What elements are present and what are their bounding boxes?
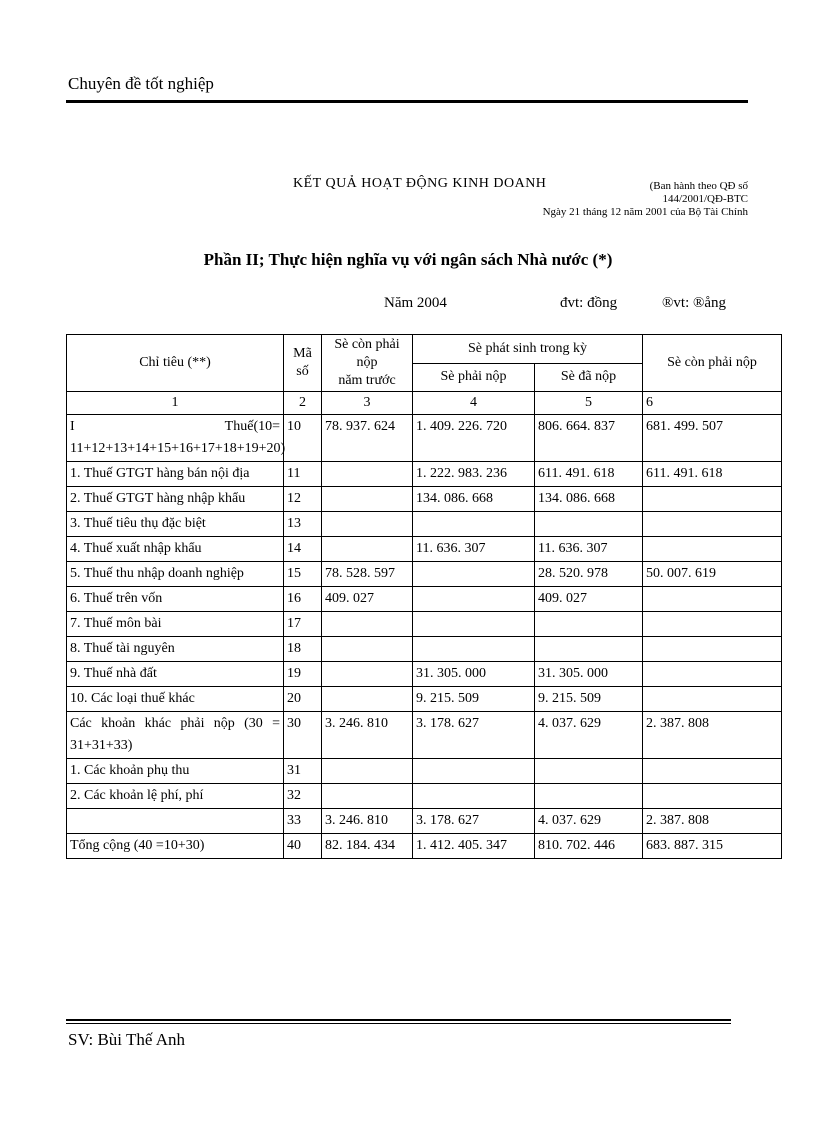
column-number-row (67, 392, 782, 415)
currency-unit: đvt: đồng (560, 295, 618, 311)
table-row (67, 537, 782, 562)
row-remaining: 611. 491. 618 (643, 462, 782, 487)
row-paid: 611. 491. 618 (535, 462, 643, 487)
row-prev-year: 78. 528. 597 (322, 562, 413, 587)
row-prev-year (322, 687, 413, 712)
row-code: 17 (284, 612, 322, 637)
row-prev-year: 409. 027 (322, 587, 413, 612)
row-paid (535, 612, 643, 637)
row-label: 2. Thuế GTGT hàng nhập khẩu (67, 487, 284, 512)
row-prev-year (322, 537, 413, 562)
table-row (67, 562, 782, 587)
row-prev-year (322, 759, 413, 784)
row-prev-year: 82. 184. 434 (322, 834, 413, 859)
row-payable: 3. 178. 627 (413, 809, 535, 834)
row-payable (413, 784, 535, 809)
row-paid: 4. 037. 629 (535, 712, 643, 759)
header-divider (66, 100, 748, 103)
row-label: 6. Thuế trên vốn (67, 587, 284, 612)
row-paid (535, 759, 643, 784)
row-label: 10. Các loại thuế khác (67, 687, 284, 712)
header-paid: Sè đã nộp (535, 363, 643, 392)
row-paid: 810. 702. 446 (535, 834, 643, 859)
row-payable (413, 562, 535, 587)
row-label (67, 809, 284, 834)
decree-line: Ngày 21 tháng 12 năm 2001 của Bộ Tài Chính (542, 206, 748, 218)
footer-divider-thin (66, 1023, 731, 1024)
row-payable (413, 759, 535, 784)
row-code: 20 (284, 687, 322, 712)
row-prev-year: 78. 937. 624 (322, 415, 413, 462)
row-code: 12 (284, 487, 322, 512)
row-prev-year (322, 462, 413, 487)
row-paid: 31. 305. 000 (535, 662, 643, 687)
header-prev-year-line: Sè còn phải nộp (334, 337, 400, 370)
col-number: 4 (413, 392, 535, 415)
row-label: 1. Các khoản phụ thu (67, 759, 284, 784)
row-paid: 11. 636. 307 (535, 537, 643, 562)
table-row (67, 637, 782, 662)
row-label: 5. Thuế thu nhập doanh nghiệp (67, 562, 284, 587)
page-header-title: Chuyên đề tốt nghiệp (68, 74, 214, 93)
row-remaining: 681. 499. 507 (643, 415, 782, 462)
header-payable: Sè phải nộp (413, 363, 535, 392)
footer-student: SV: Bùi Thế Anh (68, 1030, 185, 1049)
row-code: 32 (284, 784, 322, 809)
row-prev-year (322, 662, 413, 687)
table-row (67, 662, 782, 687)
table-row (67, 462, 782, 487)
row-code: 40 (284, 834, 322, 859)
row-label: 1. Thuế GTGT hàng bán nội địa (67, 462, 284, 487)
row-label: 2. Các khoản lệ phí, phí (67, 784, 284, 809)
table-row (67, 784, 782, 809)
row-payable: 11. 636. 307 (413, 537, 535, 562)
table-row (67, 512, 782, 537)
decree-line: 144/2001/QĐ-BTC (662, 193, 748, 205)
row-code: 33 (284, 809, 322, 834)
row-label: 4. Thuế xuất nhập khẩu (67, 537, 284, 562)
row-code: 18 (284, 637, 322, 662)
header-remaining: Sè còn phải nộp (643, 335, 782, 392)
row-remaining: 2. 387. 808 (643, 712, 782, 759)
row-code: 10 (284, 415, 322, 462)
row-prev-year (322, 512, 413, 537)
table-row (67, 612, 782, 637)
header-chi-tieu: Chỉ tiêu (**) (67, 335, 284, 392)
row-paid (535, 784, 643, 809)
row-paid: 409. 027 (535, 587, 643, 612)
row-code: 16 (284, 587, 322, 612)
row-remaining: 683. 887. 315 (643, 834, 782, 859)
row-payable (413, 587, 535, 612)
row-code: 13 (284, 512, 322, 537)
row-payable: 31. 305. 000 (413, 662, 535, 687)
row-payable: 3. 178. 627 (413, 712, 535, 759)
row-remaining (643, 687, 782, 712)
row-label: 7. Thuế môn bài (67, 612, 284, 637)
row-payable: 1. 409. 226. 720 (413, 415, 535, 462)
row-label: Tổng cộng (40 =10+30) (67, 834, 284, 859)
header-period: Sè phát sinh trong kỳ (413, 335, 643, 364)
row-code: 31 (284, 759, 322, 784)
decree-line: (Ban hành theo QĐ số (649, 180, 748, 192)
header-ma-so-line: Mã (293, 346, 312, 361)
row-prev-year (322, 612, 413, 637)
row-payable (413, 612, 535, 637)
table-row (67, 687, 782, 712)
row-remaining: 50. 007. 619 (643, 562, 782, 587)
col-number: 6 (643, 392, 782, 415)
row-paid: 806. 664. 837 (535, 415, 643, 462)
col-number: 3 (322, 392, 413, 415)
currency-unit-alt: ®vt: ®ång (662, 295, 727, 311)
row-prev-year (322, 784, 413, 809)
row-payable (413, 637, 535, 662)
table-row (67, 759, 782, 784)
header-ma-so-line: số (296, 364, 309, 379)
row-remaining (643, 759, 782, 784)
row-payable: 1. 222. 983. 236 (413, 462, 535, 487)
row-remaining (643, 662, 782, 687)
header-prev-year (322, 335, 413, 392)
table-row (67, 587, 782, 612)
row-remaining (643, 487, 782, 512)
row-remaining (643, 612, 782, 637)
row-label: 9. Thuế nhà đất (67, 662, 284, 687)
col-number: 1 (67, 392, 284, 415)
part-title: Phần II; Thực hiện nghĩa vụ với ngân sách Nhà nước (*) (203, 250, 613, 269)
row-payable: 9. 215. 509 (413, 687, 535, 712)
row-code: 30 (284, 712, 322, 759)
col-number: 5 (535, 392, 643, 415)
row-payable (413, 512, 535, 537)
row-paid: 134. 086. 668 (535, 487, 643, 512)
tax-obligations-table (66, 334, 782, 859)
row-prev-year: 3. 246. 810 (322, 809, 413, 834)
row-prev-year (322, 487, 413, 512)
report-title: KẾT QUẢ HOẠT ĐỘNG KINH DOANH (293, 176, 547, 191)
table-row (67, 809, 782, 834)
row-code: 11 (284, 462, 322, 487)
table-row (67, 712, 782, 759)
row-code: 15 (284, 562, 322, 587)
row-paid: 28. 520. 978 (535, 562, 643, 587)
row-paid (535, 637, 643, 662)
footer-divider (66, 1019, 731, 1021)
row-remaining (643, 784, 782, 809)
row-payable: 134. 086. 668 (413, 487, 535, 512)
col-number: 2 (284, 392, 322, 415)
row-paid (535, 512, 643, 537)
row-code: 19 (284, 662, 322, 687)
header-ma-so (284, 335, 322, 392)
header-prev-year-line: năm trước (338, 373, 396, 388)
row-remaining: 2. 387. 808 (643, 809, 782, 834)
row-prev-year (322, 637, 413, 662)
row-label: 3. Thuế tiêu thụ đặc biệt (67, 512, 284, 537)
row-code: 14 (284, 537, 322, 562)
row-label: Các khoản khác phải nộp (30 = 31+31+33) (67, 712, 284, 759)
row-label: 8. Thuế tài nguyên (67, 637, 284, 662)
row-remaining (643, 537, 782, 562)
row-paid: 9. 215. 509 (535, 687, 643, 712)
row-paid: 4. 037. 629 (535, 809, 643, 834)
table-row (67, 415, 782, 462)
row-remaining (643, 512, 782, 537)
report-year: Năm 2004 (384, 295, 447, 311)
row-label: I Thuế(10= 11+12+13+14+15+16+17+18+19+20) (67, 415, 284, 462)
table-row (67, 834, 782, 859)
row-prev-year: 3. 246. 810 (322, 712, 413, 759)
row-remaining (643, 587, 782, 612)
decree-note (540, 180, 748, 219)
row-payable: 1. 412. 405. 347 (413, 834, 535, 859)
row-remaining (643, 637, 782, 662)
table-row (67, 487, 782, 512)
